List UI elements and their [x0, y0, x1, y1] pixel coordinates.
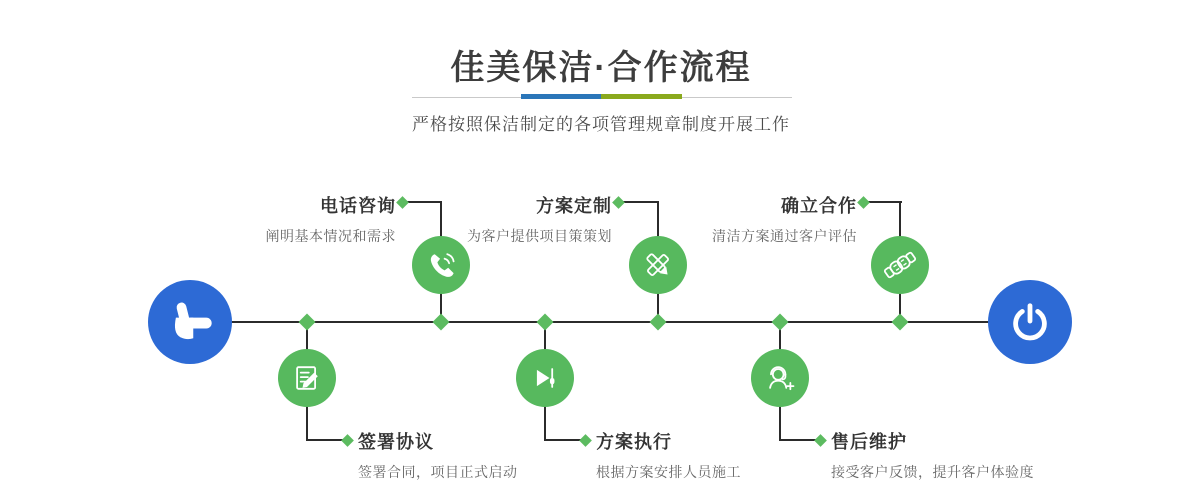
page-title: 佳美保洁·合作流程	[450, 49, 752, 87]
step-confirm-cooperation	[712, 192, 857, 246]
step-desc: 接受客户反馈，提升客户体验度	[831, 464, 1034, 480]
step-desc: 为客户提供项目策策划	[467, 228, 612, 244]
phone-icon	[423, 247, 459, 283]
power-icon	[1007, 299, 1053, 345]
play-execute-icon	[527, 360, 563, 396]
contract-pen-icon	[289, 360, 325, 396]
junction-diamond	[537, 314, 554, 331]
timeline-main-line	[226, 321, 992, 323]
handshake-icon	[882, 247, 918, 283]
pencil-ruler-icon	[640, 247, 676, 283]
divider-accent	[521, 94, 682, 99]
label-diamond	[814, 434, 827, 447]
step-title: 签署协议	[358, 432, 434, 452]
label-diamond	[579, 434, 592, 447]
flow-start-circle	[148, 280, 232, 364]
step-desc: 阐明基本情况和需求	[265, 228, 396, 244]
step-title: 售后维护	[831, 432, 907, 452]
connector-line	[621, 201, 659, 203]
label-diamond	[341, 434, 354, 447]
label-diamond	[396, 196, 409, 209]
step-plan-customize	[467, 192, 612, 246]
step-title: 方案执行	[596, 432, 672, 452]
step-icon-circle	[278, 349, 336, 407]
step-icon-circle	[516, 349, 574, 407]
step-desc: 根据方案安排人员施工	[596, 464, 741, 480]
step-title: 确立合作	[781, 196, 857, 216]
step-icon-circle	[412, 236, 470, 294]
junction-diamond	[892, 314, 909, 331]
label-diamond	[612, 196, 625, 209]
connector-line	[404, 201, 442, 203]
step-title: 方案定制	[536, 196, 612, 216]
junction-diamond	[433, 314, 450, 331]
step-icon-circle	[629, 236, 687, 294]
flow-end-circle	[988, 280, 1072, 364]
label-diamond	[857, 196, 870, 209]
step-icon-circle	[871, 236, 929, 294]
divider-accent-green	[601, 94, 682, 99]
junction-diamond	[772, 314, 789, 331]
step-after-sales	[831, 428, 1034, 482]
step-icon-circle	[751, 349, 809, 407]
junction-diamond	[650, 314, 667, 331]
step-title: 电话咨询	[320, 196, 396, 216]
step-phone-consult	[266, 192, 397, 246]
step-plan-execute	[596, 428, 741, 482]
pointing-hand-icon	[164, 296, 216, 348]
step-desc: 清洁方案通过客户评估	[712, 228, 857, 244]
step-sign-agreement	[358, 428, 518, 482]
step-desc: 签署合同，项目正式启动	[358, 464, 518, 480]
junction-diamond	[299, 314, 316, 331]
connector-line	[866, 201, 902, 203]
page-subtitle: 严格按照保洁制定的各项管理规章制度开展工作	[412, 115, 790, 134]
headset-person-icon	[762, 360, 798, 396]
divider-accent-blue	[521, 94, 601, 99]
